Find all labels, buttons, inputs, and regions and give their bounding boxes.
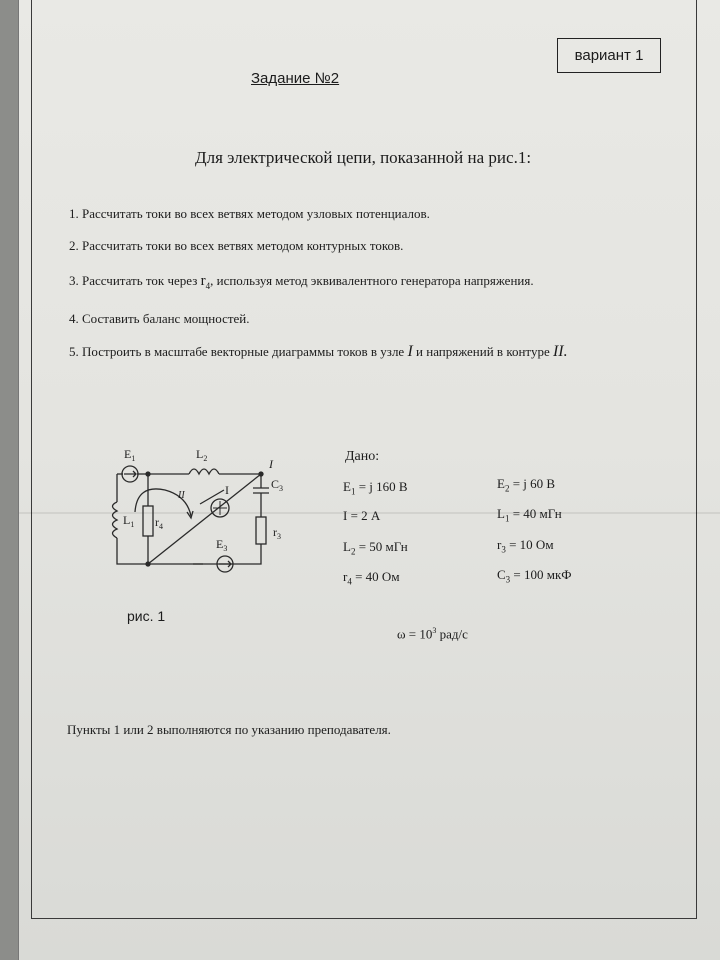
label-j: I	[225, 483, 229, 497]
label-loop-ii: II	[178, 490, 185, 501]
figure-caption: рис. 1	[127, 608, 166, 624]
task-3-text-b: , используя метод эквивалентного генератора напряжения.	[210, 273, 534, 288]
task-3	[69, 273, 534, 291]
label-l2: $L_2$	[196, 447, 208, 463]
wire-diagonal	[148, 474, 261, 564]
resistor-r4	[143, 506, 153, 536]
source-e3-arrow	[219, 561, 231, 567]
given-title: Дано:	[345, 449, 380, 464]
source-e1-arrow	[124, 471, 136, 477]
param-c3: $C_3 = 100$ мкФ	[497, 567, 572, 585]
label-l1: $L_1$	[123, 513, 135, 529]
task-3-r: r	[200, 273, 206, 289]
label-c3: $C_3$	[271, 477, 284, 493]
assignment-title: Задание №2	[251, 70, 340, 87]
task-4: 4. Составить баланс мощностей.	[69, 311, 250, 326]
task-5	[69, 343, 568, 361]
task-1: 1. Рассчитать токи во всех ветвях методом узловых потенциалов.	[69, 206, 430, 221]
resistor-r3	[256, 517, 266, 544]
worksheet-page	[18, 0, 720, 960]
intro-text: Для электрической цепи, показанной на рис.1:	[195, 148, 532, 167]
param-r3: $r_3 = 10$ Ом	[497, 537, 554, 555]
omega-value: $\omega = 10^3$ рад/с	[397, 626, 468, 642]
param-l1: $L_1 = 40$ мГн	[497, 506, 562, 524]
inductor-l2	[189, 469, 219, 474]
wire-bottom	[117, 538, 261, 564]
node-dot-right	[259, 472, 263, 476]
task-5-node: I	[407, 343, 413, 360]
label-r4: $r_4$	[155, 515, 163, 531]
param-r4: $r_4 = 40$ Ом	[343, 569, 400, 587]
task-3-symbol	[201, 273, 211, 289]
inductor-l1	[113, 502, 118, 538]
param-e1: $E_1 = j$ 160 В	[343, 479, 408, 497]
task-5-loop: II.	[552, 343, 568, 360]
task-5-text-a: 5. Построить в масштабе векторные диаграммы токов в узле	[69, 344, 405, 359]
variant-box	[557, 38, 661, 73]
capacitor-c3	[253, 488, 269, 493]
param-i: I = 2 А	[343, 508, 381, 523]
task-3-text-a: 3. Рассчитать ток через	[69, 273, 198, 288]
label-e1: $E_1$	[124, 447, 136, 463]
label-e3: $E_3$	[216, 537, 228, 553]
task-5-text-b: и напряжений в контуре	[416, 344, 550, 359]
instructor-note: Пункты 1 или 2 выполняются по указанию преподавателя.	[67, 722, 391, 737]
node-dot-left	[146, 472, 150, 476]
task-3-r-sub: 4	[205, 281, 211, 291]
node-dot-bottom	[146, 562, 150, 566]
circuit-diagram	[93, 444, 313, 594]
variant-label: вариант 1	[574, 47, 644, 64]
param-e2: $E_2 = j$ 60 В	[497, 476, 556, 494]
label-r3: $r_3$	[273, 525, 281, 541]
label-node-i: I	[269, 457, 273, 471]
param-l2: $L_2 = 50$ мГн	[343, 539, 408, 557]
task-2: 2. Рассчитать токи во всех ветвях методом контурных токов.	[69, 238, 404, 253]
